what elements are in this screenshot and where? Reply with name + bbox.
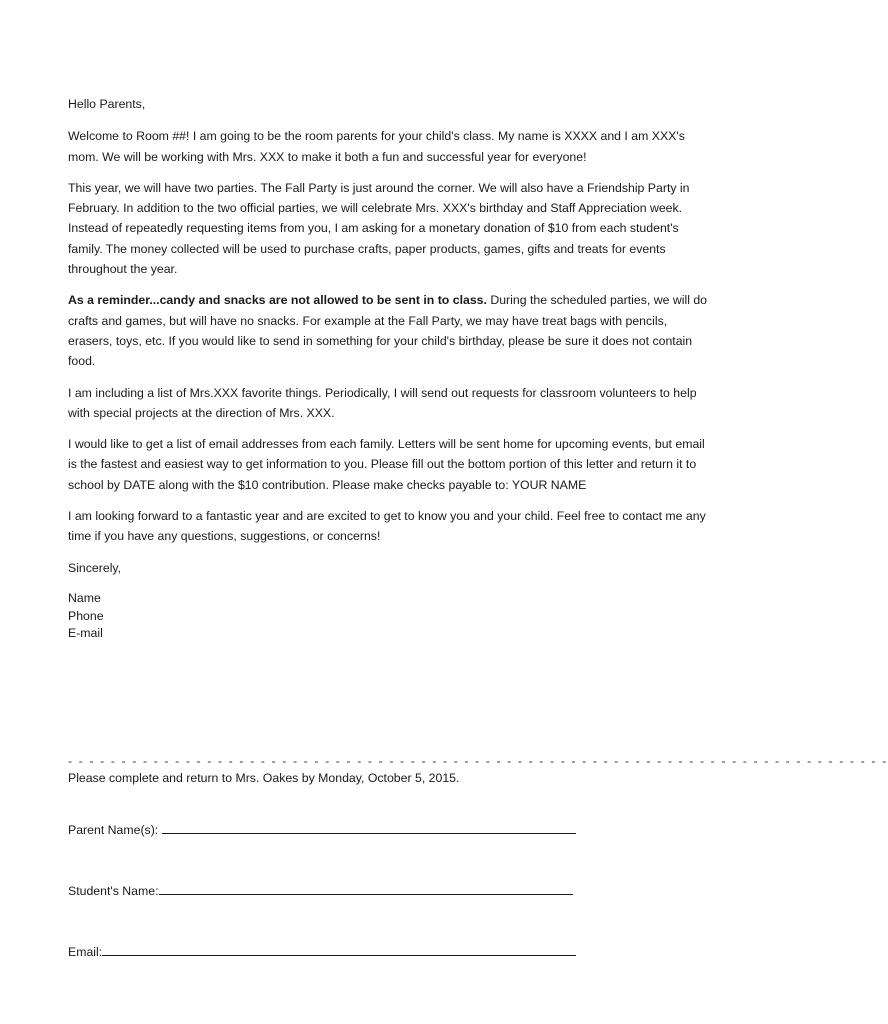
signature-block	[68, 590, 708, 643]
paragraph-welcome: Welcome to Room ##! I am going to be the room parents for your child's class. My name is XXXX and I am XXX's mom. We will be working with Mrs. XXX to make it both a fun and successful year for everyone!	[68, 129, 685, 164]
student-name-label: Student's Name:	[68, 884, 159, 898]
parent-name-label: Parent Name(s):	[68, 823, 162, 837]
paragraph-reminder	[68, 290, 708, 371]
email-blank[interactable]	[102, 944, 576, 956]
student-name-blank[interactable]	[159, 883, 573, 895]
paragraph-favorites: I am including a list of Mrs.XXX favorite things. Periodically, I will send out requests for classroom volunteers to help with special projects at the direction of Mrs. XXX.	[68, 385, 697, 420]
return-instruction: Please complete and return to Mrs. Oakes by Monday, October 5, 2015.	[68, 771, 460, 785]
student-name-field[interactable]	[68, 882, 573, 900]
closing: Sincerely,	[68, 560, 122, 575]
email-field[interactable]	[68, 943, 576, 961]
signature-email: E-mail	[68, 626, 103, 641]
paragraph-email: I would like to get a list of email addresses from each family. Letters will be sent home for upcoming events, but email is the fastest and easiest way to get information to you. Please fill out the bottom portion of this letter and return it to school by DATE along with the $10 contribution. Please make checks payable to: YOUR NAME	[68, 437, 705, 492]
greeting: Hello Parents,	[68, 97, 146, 111]
letter-body	[68, 94, 708, 643]
signature-phone: Phone	[68, 608, 104, 623]
signature-name: Name	[68, 590, 101, 605]
reminder-bold-text: As a reminder...candy and snacks are not allowed to be sent in to class.	[68, 293, 487, 308]
reminder-text: During the scheduled parties, we will do crafts and games, but will have no snacks. For example at the Fall Party, we may have treat bags with pencils, erasers, toys, etc. If you would like to send in something for your child's birthday, please be sure it does not contain food.	[68, 293, 708, 369]
paragraph-parties: This year, we will have two parties. The Fall Party is just around the corner. We will also have a Friendship Party in February. In addition to the two official parties, we will celebrate Mrs. XXX's birthday and Staff Appreciation week. Instead of repeatedly requesting items from you, I am asking for a monetary donation of $10 from each student's family. The money collected will be used to purchase crafts, paper products, games, gifts and treats for events throughout the year.	[68, 180, 690, 277]
paragraph-closing-remarks: I am looking forward to a fantastic year and are excited to get to know you and your child. Feel free to contact me any time if you have any questions, suggestions, or concerns!	[68, 509, 706, 544]
parent-name-field[interactable]	[68, 821, 576, 839]
cut-line-divider: - - - - - - - - - - - - - - - - - - - - - - - - - - - - - - - - - - - - - - - - - - - - - - - - - - - - - - - - - - - - - - - - - - - - - - - - - - - - -	[68, 754, 888, 768]
email-label: Email:	[68, 945, 103, 959]
parent-name-blank[interactable]	[162, 822, 576, 834]
